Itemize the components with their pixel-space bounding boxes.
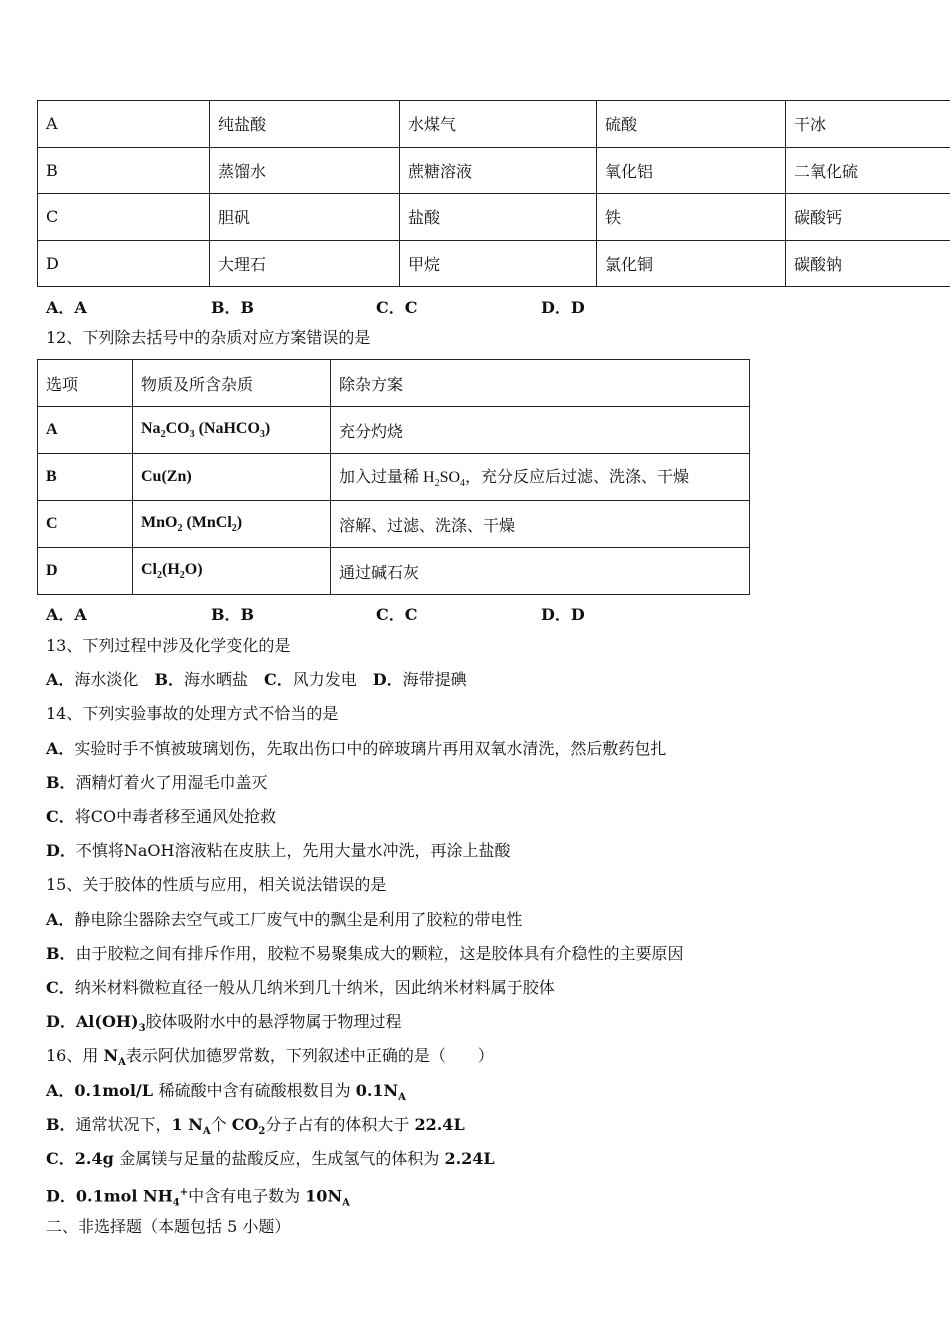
text-segment: ，充分反应后过滤、洗涤、干燥 — [465, 469, 690, 487]
text-line — [46, 944, 684, 964]
text-segment: CO — [231, 1114, 259, 1134]
text-segment: 3 — [259, 429, 265, 441]
answer-option: A．A — [46, 298, 87, 317]
table-cell: 铁 — [597, 194, 786, 241]
option-cell: D — [38, 548, 133, 595]
text-segment: 4 — [172, 1197, 180, 1209]
text-segment: 通常状况下， — [75, 1114, 172, 1134]
table-row — [38, 407, 750, 454]
text-segment: N — [103, 1046, 119, 1066]
table-row — [38, 101, 950, 148]
substance-cell — [133, 548, 331, 595]
text-segment: SO — [439, 469, 461, 487]
text-segment: 2 — [258, 1125, 266, 1137]
text-segment: 海水淡化 — [74, 670, 155, 690]
substance-cell — [133, 501, 331, 548]
text-segment: CO — [165, 419, 190, 437]
answer-option: A．A — [46, 605, 87, 624]
text-segment: 不慎将NaOH溶液粘在皮肤上，先用大量水冲洗，再涂上盐酸 — [75, 841, 511, 861]
text-segment: D． — [372, 670, 403, 690]
text-segment: 二、非选择题（本题包括 5 小题） — [46, 1217, 291, 1237]
text-segment: 纳米材料微粒直径一般从几纳米到几十纳米，因此纳米材料属于胶体 — [74, 978, 555, 997]
text-segment: 13、下列过程中涉及化学变化的是 — [46, 636, 291, 655]
text-segment: D． — [46, 1012, 76, 1032]
table-cell: D — [38, 240, 210, 287]
table-row — [38, 147, 950, 194]
text-segment: 2 — [179, 570, 185, 582]
text-segment: D．0.1mol NH — [46, 1186, 173, 1206]
table-cell: 蔗糖溶液 — [400, 147, 597, 194]
text-segment: Cu(Zn) — [141, 468, 192, 485]
text-segment: 稀硫酸中含有硫酸根数目为 — [158, 1080, 356, 1100]
table-cell: 碳酸钙 — [786, 194, 950, 241]
text-segment: 15、关于胶体的性质与应用，相关说法错误的是 — [46, 875, 387, 895]
text-line — [46, 1081, 406, 1108]
text-segment: A — [202, 1125, 211, 1137]
text-segment: ) — [236, 513, 243, 531]
table-cell: 大理石 — [210, 240, 400, 287]
text-segment: 将CO中毒者移至通风处抢救 — [74, 807, 277, 826]
text-segment: 分子占有的体积大于 — [265, 1114, 415, 1134]
text-line — [46, 1115, 465, 1142]
substance-cell — [133, 407, 331, 454]
answer-option: C．C — [376, 605, 418, 624]
text-segment: 中含有电子数为 — [188, 1186, 306, 1206]
text-segment: 海水晒盐 — [183, 670, 264, 690]
answer-option: D．D — [541, 298, 585, 317]
text-segment: 2.24L — [444, 1149, 495, 1168]
text-segment: 2 — [231, 523, 237, 535]
table-cell: 水煤气 — [400, 101, 597, 148]
text-segment: B． — [46, 1114, 76, 1134]
text-line — [46, 807, 276, 827]
text-line — [46, 636, 290, 656]
text-segment: 充分灼烧 — [339, 423, 404, 441]
table-cell: 二氧化硫 — [786, 147, 950, 194]
text-segment: 个 — [210, 1114, 232, 1134]
text-segment: MnO — [141, 513, 178, 531]
text-segment: O) — [184, 560, 203, 578]
text-segment: ) — [264, 419, 271, 437]
text-segment: 0.1N — [355, 1080, 399, 1100]
text-segment: A．0.1mol/L — [46, 1080, 159, 1100]
text-segment: 4 — [460, 478, 466, 490]
text-segment: D． — [46, 841, 76, 861]
q12-impurity-table — [37, 359, 750, 595]
text-segment: 酒精灯着火了用湿毛巾盖灭 — [75, 772, 268, 792]
text-segment: 风力发电 — [292, 670, 373, 690]
text-line — [46, 978, 555, 998]
text-segment: 2 — [160, 429, 166, 441]
text-segment: + — [179, 1187, 189, 1199]
text-segment: 金属镁与足量的盐酸反应，生成氢气的体积为 — [119, 1149, 445, 1168]
text-segment: 胶体吸附水中的悬浮物属于物理过程 — [145, 1012, 402, 1032]
table-cell: 干冰 — [786, 101, 950, 148]
answer-option: D．D — [541, 605, 585, 624]
table-row — [38, 548, 750, 595]
text-line — [46, 841, 511, 861]
text-segment: 2 — [157, 570, 162, 582]
text-line — [46, 1217, 290, 1237]
text-segment: C．2.4g — [46, 1149, 120, 1168]
text-segment: A — [342, 1197, 350, 1209]
table-cell: 硫酸 — [597, 101, 786, 148]
table-cell: 甲烷 — [400, 240, 597, 287]
text-segment: 3 — [189, 429, 195, 441]
table-cell: 胆矾 — [210, 194, 400, 241]
text-segment: 由于胶粒之间有排斥作用，胶粒不易聚集成大的颗粒，这是胶体具有介稳性的主要原因 — [75, 943, 684, 963]
answer-option: B．B — [211, 605, 255, 624]
method-cell — [331, 454, 750, 501]
text-line — [46, 704, 338, 724]
text-segment: C． — [263, 670, 293, 690]
option-cell: A — [38, 407, 133, 454]
table-header-cell: 选项 — [38, 360, 133, 407]
text-segment: 3 — [138, 1023, 146, 1035]
text-segment: 22.4L — [414, 1114, 465, 1134]
q11-classification-table — [37, 100, 950, 287]
text-segment: B． — [46, 772, 76, 792]
text-line — [46, 875, 386, 895]
text-segment: A． — [46, 738, 75, 758]
text-segment: 溶解、过滤、洗涤、干燥 — [339, 517, 516, 535]
text-segment: 加入过量稀 H — [339, 469, 435, 487]
text-segment: 1 N — [171, 1114, 203, 1134]
table-row — [38, 194, 950, 241]
text-line — [46, 739, 666, 759]
table-header-row — [38, 360, 750, 407]
table-cell: B — [38, 147, 210, 194]
text-segment: C． — [46, 807, 75, 826]
table-cell: 蒸馏水 — [210, 147, 400, 194]
answer-option: B．B — [211, 298, 255, 317]
table-cell: 碳酸钠 — [786, 240, 950, 287]
text-line — [46, 1149, 495, 1169]
table-header-cell: 除杂方案 — [331, 360, 750, 407]
table-row — [38, 501, 750, 548]
text-segment: 通过碱石灰 — [339, 564, 420, 582]
text-segment: (H — [162, 560, 180, 578]
method-cell — [331, 548, 750, 595]
text-segment: Al(OH) — [75, 1012, 139, 1032]
table-cell: C — [38, 194, 210, 241]
text-segment: Na — [141, 419, 161, 437]
q12-stem: 12、下列除去括号中的杂质对应方案错误的是 — [46, 328, 371, 347]
table-cell: 盐酸 — [400, 194, 597, 241]
text-line — [46, 1183, 350, 1214]
text-segment: 10N — [305, 1186, 343, 1206]
text-segment: 14、下列实验事故的处理方式不恰当的是 — [46, 704, 339, 724]
table-cell: 氧化铝 — [597, 147, 786, 194]
text-line — [46, 1046, 494, 1073]
text-line — [46, 773, 268, 793]
table-row — [38, 454, 750, 501]
text-segment: A． — [46, 909, 75, 929]
text-segment: 静电除尘器除去空气或工厂废气中的飘尘是利用了胶粒的带电性 — [74, 909, 523, 929]
text-segment: Cl — [141, 560, 157, 578]
option-cell: C — [38, 501, 133, 548]
table-cell: 纯盐酸 — [210, 101, 400, 148]
text-segment: C． — [46, 978, 75, 997]
table-cell: 氯化铜 — [597, 240, 786, 287]
option-cell: B — [38, 454, 133, 501]
text-segment: 2 — [434, 478, 440, 490]
text-line — [46, 670, 467, 690]
text-line — [46, 910, 522, 930]
text-segment: (MnCl — [182, 513, 232, 531]
text-segment: 海带提碘 — [402, 670, 467, 690]
text-segment: B． — [46, 943, 76, 963]
table-header-cell: 物质及所含杂质 — [133, 360, 331, 407]
table-cell: A — [38, 101, 210, 148]
answer-option: C．C — [376, 298, 418, 317]
text-segment: A． — [46, 670, 75, 690]
text-segment: (NaHCO — [194, 419, 260, 437]
text-segment: 2 — [177, 523, 183, 535]
text-segment: B． — [154, 670, 184, 690]
text-line — [46, 1012, 402, 1039]
text-segment: A — [118, 1057, 126, 1069]
method-cell — [331, 501, 750, 548]
text-segment: 表示阿伏加德罗常数，下列叙述中正确的是（ ） — [125, 1046, 494, 1066]
text-segment: 实验时手不慎被玻璃划伤，先取出伤口中的碎玻璃片再用双氧水清洗，然后敷药包扎 — [74, 738, 667, 758]
substance-cell — [133, 454, 331, 501]
table-row — [38, 240, 950, 287]
text-segment: A — [398, 1091, 406, 1103]
text-segment: 16、用 — [46, 1046, 104, 1066]
method-cell — [331, 407, 750, 454]
